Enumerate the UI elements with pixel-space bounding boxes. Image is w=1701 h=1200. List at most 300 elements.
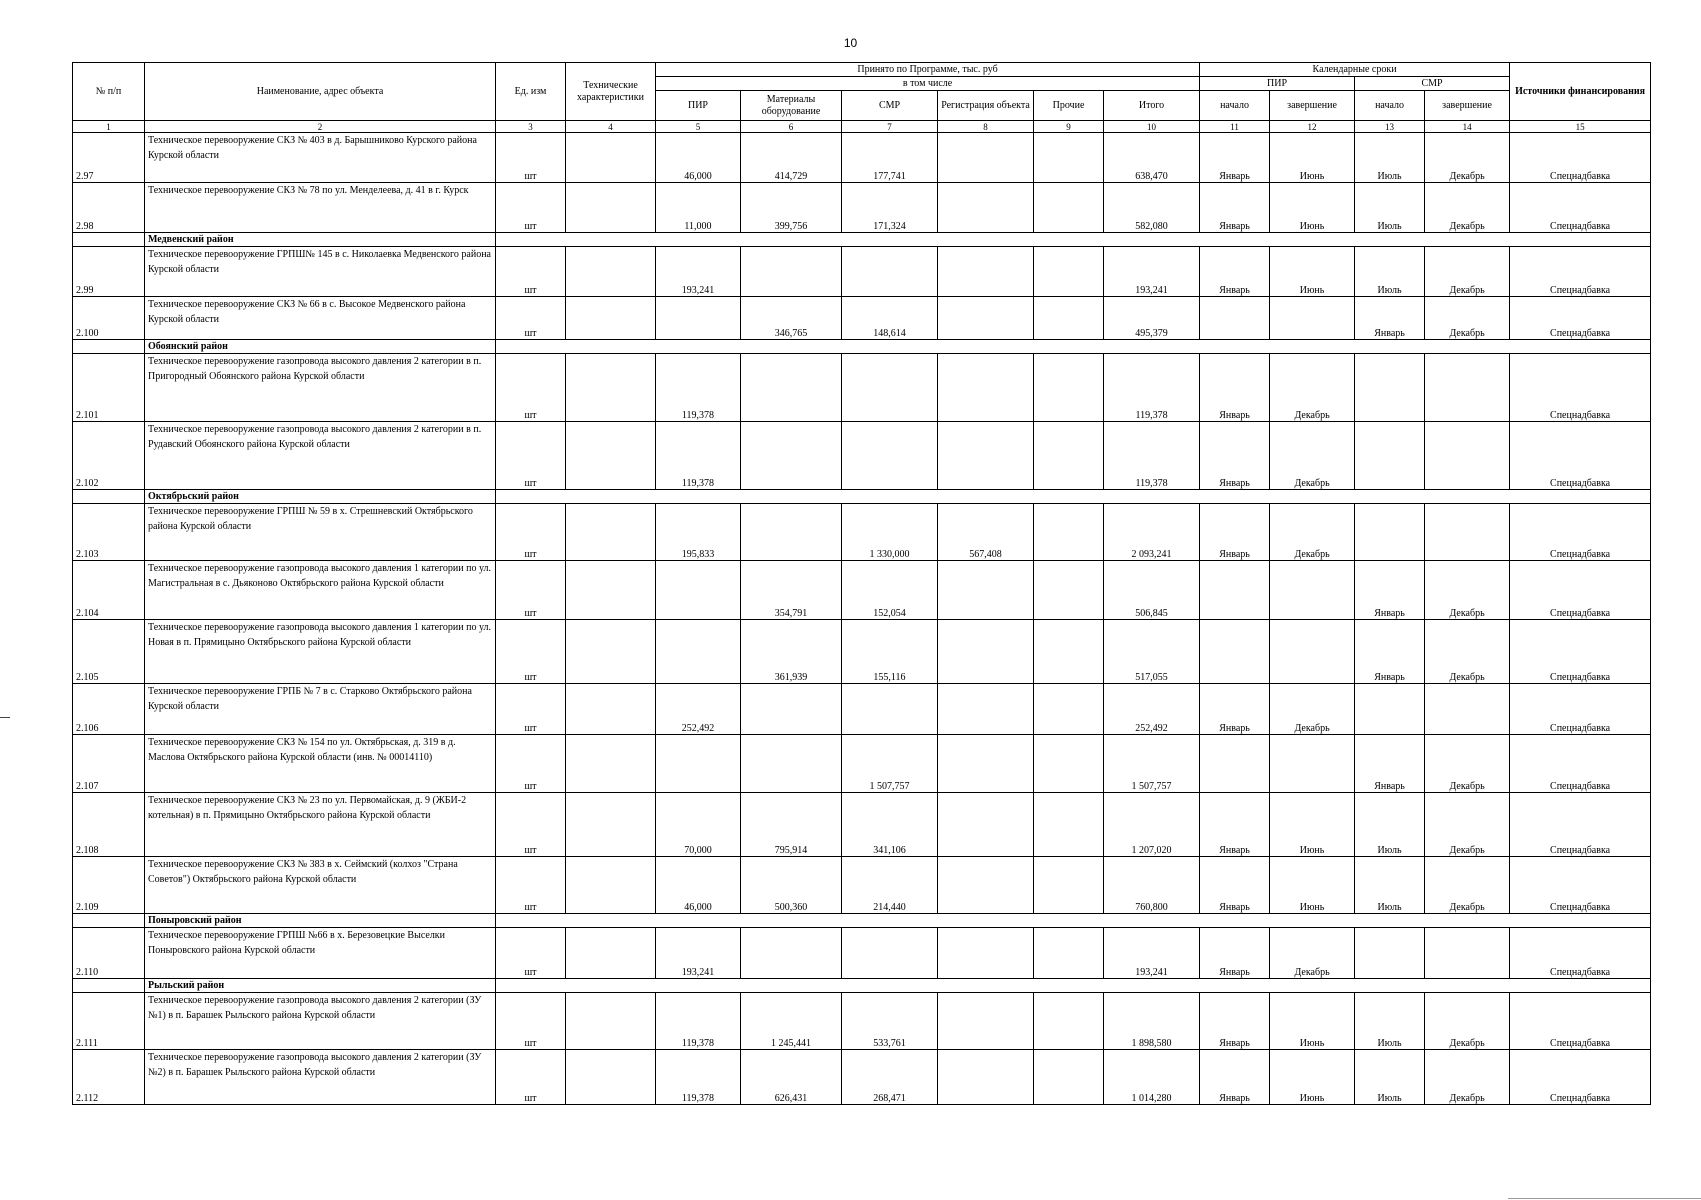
- total-cost: 1 507,757: [1104, 735, 1200, 793]
- materials-cost: [741, 247, 842, 297]
- registration-cost: [938, 133, 1034, 183]
- header-smr-start: начало: [1355, 91, 1425, 121]
- total-cost: 495,379: [1104, 297, 1200, 340]
- unit-cell: шт: [496, 183, 566, 233]
- registration-cost: [938, 247, 1034, 297]
- materials-cost: 500,360: [741, 857, 842, 914]
- pir-end: [1270, 620, 1355, 684]
- pir-cost: 70,000: [656, 793, 741, 857]
- other-cost: [1034, 1050, 1104, 1105]
- tech-cell: [566, 422, 656, 490]
- table-row: [73, 993, 1651, 1050]
- header-cal-pir: ПИР: [1200, 77, 1355, 91]
- unit-cell: шт: [496, 247, 566, 297]
- smr-end: [1425, 354, 1510, 422]
- pir-start: Январь: [1200, 247, 1270, 297]
- materials-cost: [741, 504, 842, 561]
- pir-cost: 11,000: [656, 183, 741, 233]
- page-number: 10: [843, 36, 858, 50]
- total-cost: 1 207,020: [1104, 793, 1200, 857]
- materials-cost: 1 245,441: [741, 993, 842, 1050]
- district-row: [73, 340, 1651, 354]
- smr-start: Июль: [1355, 247, 1425, 297]
- table-row: [73, 620, 1651, 684]
- funding-source: Спецнадбавка: [1510, 993, 1651, 1050]
- smr-start: Июль: [1355, 1050, 1425, 1105]
- row-number: 2.102: [73, 422, 145, 490]
- smr-cost: [842, 684, 938, 735]
- tech-cell: [566, 247, 656, 297]
- smr-cost: 341,106: [842, 793, 938, 857]
- pir-start: Январь: [1200, 354, 1270, 422]
- registration-cost: [938, 561, 1034, 620]
- district-row: [73, 490, 1651, 504]
- header-num: № п/п: [73, 63, 145, 121]
- pir-start: Январь: [1200, 183, 1270, 233]
- column-number: 10: [1104, 121, 1200, 133]
- funding-source: Спецнадбавка: [1510, 620, 1651, 684]
- smr-cost: 214,440: [842, 857, 938, 914]
- other-cost: [1034, 735, 1104, 793]
- unit-cell: шт: [496, 354, 566, 422]
- pir-cost: [656, 735, 741, 793]
- scan-mark-left: [0, 717, 10, 718]
- pir-start: Январь: [1200, 793, 1270, 857]
- other-cost: [1034, 561, 1104, 620]
- unit-cell: шт: [496, 561, 566, 620]
- materials-cost: [741, 422, 842, 490]
- district-empty-cell: [496, 233, 1651, 247]
- header-other: Прочие: [1034, 91, 1104, 121]
- tech-cell: [566, 993, 656, 1050]
- table-row: [73, 133, 1651, 183]
- total-cost: 517,055: [1104, 620, 1200, 684]
- pir-cost: 46,000: [656, 857, 741, 914]
- table-row: [73, 793, 1651, 857]
- materials-cost: 414,729: [741, 133, 842, 183]
- pir-end: Июнь: [1270, 793, 1355, 857]
- smr-cost: [842, 354, 938, 422]
- smr-cost: 152,054: [842, 561, 938, 620]
- object-name: Техническое перевооружение газопровода высокого давления 2 категории (ЗУ №2) в п. Барашек Рыльского района Курской области: [145, 1050, 496, 1105]
- table-row: [73, 504, 1651, 561]
- district-name: Поныровский район: [145, 914, 496, 928]
- unit-cell: шт: [496, 422, 566, 490]
- pir-end: Декабрь: [1270, 928, 1355, 979]
- smr-start: Январь: [1355, 561, 1425, 620]
- smr-end: Декабрь: [1425, 735, 1510, 793]
- table-row: [73, 297, 1651, 340]
- column-number: 8: [938, 121, 1034, 133]
- funding-source: Спецнадбавка: [1510, 297, 1651, 340]
- header-smr-end: завершение: [1425, 91, 1510, 121]
- pir-start: Январь: [1200, 684, 1270, 735]
- column-number: 11: [1200, 121, 1270, 133]
- funding-source: Спецнадбавка: [1510, 422, 1651, 490]
- funding-source: Спецнадбавка: [1510, 247, 1651, 297]
- tech-cell: [566, 928, 656, 979]
- pir-end: Июнь: [1270, 857, 1355, 914]
- registration-cost: [938, 857, 1034, 914]
- district-name: Обоянский район: [145, 340, 496, 354]
- total-cost: 252,492: [1104, 684, 1200, 735]
- tech-cell: [566, 561, 656, 620]
- smr-start: Январь: [1355, 297, 1425, 340]
- row-number: 2.97: [73, 133, 145, 183]
- header-incl: в том числе: [656, 77, 1200, 91]
- pir-end: Июнь: [1270, 183, 1355, 233]
- total-cost: 1 014,280: [1104, 1050, 1200, 1105]
- smr-cost: 171,324: [842, 183, 938, 233]
- table-row: [73, 561, 1651, 620]
- unit-cell: шт: [496, 1050, 566, 1105]
- smr-end: [1425, 422, 1510, 490]
- pir-start: [1200, 620, 1270, 684]
- registration-cost: [938, 620, 1034, 684]
- materials-cost: [741, 354, 842, 422]
- table-row: [73, 183, 1651, 233]
- row-number: 2.98: [73, 183, 145, 233]
- smr-cost: 148,614: [842, 297, 938, 340]
- funding-source: Спецнадбавка: [1510, 183, 1651, 233]
- column-number: 15: [1510, 121, 1651, 133]
- smr-end: Декабрь: [1425, 247, 1510, 297]
- registration-cost: [938, 993, 1034, 1050]
- funding-source: Спецнадбавка: [1510, 504, 1651, 561]
- row-number: 2.99: [73, 247, 145, 297]
- pir-cost: [656, 561, 741, 620]
- smr-cost: [842, 928, 938, 979]
- registration-cost: [938, 684, 1034, 735]
- header-smr: СМР: [842, 91, 938, 121]
- unit-cell: шт: [496, 297, 566, 340]
- smr-cost: [842, 422, 938, 490]
- smr-start: [1355, 422, 1425, 490]
- total-cost: 1 898,580: [1104, 993, 1200, 1050]
- column-number: 2: [145, 121, 496, 133]
- unit-cell: шт: [496, 928, 566, 979]
- total-cost: 119,378: [1104, 422, 1200, 490]
- smr-start: [1355, 504, 1425, 561]
- row-number: 2.109: [73, 857, 145, 914]
- smr-end: [1425, 928, 1510, 979]
- funding-source: Спецнадбавка: [1510, 354, 1651, 422]
- other-cost: [1034, 684, 1104, 735]
- district-empty-cell: [73, 490, 145, 504]
- district-empty-cell: [73, 233, 145, 247]
- pir-start: Январь: [1200, 1050, 1270, 1105]
- unit-cell: шт: [496, 993, 566, 1050]
- district-empty-cell: [496, 340, 1651, 354]
- pir-cost: 119,378: [656, 1050, 741, 1105]
- smr-start: [1355, 928, 1425, 979]
- row-number: 2.100: [73, 297, 145, 340]
- tech-cell: [566, 857, 656, 914]
- other-cost: [1034, 354, 1104, 422]
- program-table: [72, 62, 1651, 1105]
- smr-cost: 533,761: [842, 993, 938, 1050]
- other-cost: [1034, 993, 1104, 1050]
- pir-end: Декабрь: [1270, 684, 1355, 735]
- pir-cost: 119,378: [656, 354, 741, 422]
- object-name: Техническое перевооружение газопровода высокого давления 2 категории в п. Пригородный Обоянского района Курской области: [145, 354, 496, 422]
- district-empty-cell: [496, 914, 1651, 928]
- smr-end: Декабрь: [1425, 793, 1510, 857]
- object-name: Техническое перевооружение СКЗ № 403 в д. Барышниково Курского района Курской области: [145, 133, 496, 183]
- registration-cost: [938, 297, 1034, 340]
- total-cost: 582,080: [1104, 183, 1200, 233]
- table-body: [73, 133, 1651, 1105]
- smr-start: Июль: [1355, 793, 1425, 857]
- total-cost: 638,470: [1104, 133, 1200, 183]
- header-pir-end: завершение: [1270, 91, 1355, 121]
- total-cost: 506,845: [1104, 561, 1200, 620]
- unit-cell: шт: [496, 133, 566, 183]
- total-cost: 760,800: [1104, 857, 1200, 914]
- materials-cost: 361,939: [741, 620, 842, 684]
- object-name: Техническое перевооружение СКЗ № 154 по ул. Октябрьская, д. 319 в д. Маслова Октябрьского района Курской области (инв. № 00014110): [145, 735, 496, 793]
- column-number: 12: [1270, 121, 1355, 133]
- smr-cost: 1 330,000: [842, 504, 938, 561]
- funding-source: Спецнадбавка: [1510, 857, 1651, 914]
- column-numbers-row: [73, 121, 1651, 133]
- tech-cell: [566, 504, 656, 561]
- pir-start: Январь: [1200, 928, 1270, 979]
- row-number: 2.111: [73, 993, 145, 1050]
- funding-source: Спецнадбавка: [1510, 928, 1651, 979]
- header-tech: Технические характеристики: [566, 63, 656, 121]
- funding-source: Спецнадбавка: [1510, 561, 1651, 620]
- smr-start: [1355, 354, 1425, 422]
- pir-end: Июнь: [1270, 247, 1355, 297]
- materials-cost: [741, 928, 842, 979]
- smr-cost: [842, 247, 938, 297]
- header-calendar: Календарные сроки: [1200, 63, 1510, 77]
- other-cost: [1034, 183, 1104, 233]
- smr-end: Декабрь: [1425, 857, 1510, 914]
- other-cost: [1034, 422, 1104, 490]
- district-row: [73, 979, 1651, 993]
- pir-cost: 252,492: [656, 684, 741, 735]
- funding-source: Спецнадбавка: [1510, 133, 1651, 183]
- column-number: 4: [566, 121, 656, 133]
- smr-end: [1425, 684, 1510, 735]
- pir-cost: [656, 297, 741, 340]
- row-number: 2.112: [73, 1050, 145, 1105]
- object-name: Техническое перевооружение ГРПШ№ 145 в с. Николаевка Медвенского района Курской области: [145, 247, 496, 297]
- smr-end: Декабрь: [1425, 297, 1510, 340]
- tech-cell: [566, 297, 656, 340]
- registration-cost: [938, 354, 1034, 422]
- column-number: 7: [842, 121, 938, 133]
- row-number: 2.108: [73, 793, 145, 857]
- district-empty-cell: [496, 490, 1651, 504]
- funding-source: Спецнадбавка: [1510, 793, 1651, 857]
- scan-mark-bottom: [1508, 1198, 1701, 1199]
- total-cost: 193,241: [1104, 247, 1200, 297]
- column-number: 14: [1425, 121, 1510, 133]
- other-cost: [1034, 928, 1104, 979]
- smr-start: Июль: [1355, 993, 1425, 1050]
- pir-start: [1200, 735, 1270, 793]
- pir-end: Декабрь: [1270, 504, 1355, 561]
- object-name: Техническое перевооружение СКЗ № 383 в х. Сеймский (колхоз "Страна Советов") Октябрьского района Курской области: [145, 857, 496, 914]
- pir-end: Декабрь: [1270, 354, 1355, 422]
- pir-start: Январь: [1200, 993, 1270, 1050]
- header-sources: Источники финансирования: [1510, 63, 1651, 121]
- pir-cost: 119,378: [656, 422, 741, 490]
- smr-cost: 1 507,757: [842, 735, 938, 793]
- pir-cost: 119,378: [656, 993, 741, 1050]
- table-row: [73, 857, 1651, 914]
- district-name: Рыльский район: [145, 979, 496, 993]
- smr-end: Декабрь: [1425, 620, 1510, 684]
- column-number: 1: [73, 121, 145, 133]
- pir-start: Январь: [1200, 422, 1270, 490]
- district-empty-cell: [73, 914, 145, 928]
- pir-cost: [656, 620, 741, 684]
- funding-source: Спецнадбавка: [1510, 684, 1651, 735]
- total-cost: 2 093,241: [1104, 504, 1200, 561]
- other-cost: [1034, 297, 1104, 340]
- registration-cost: [938, 1050, 1034, 1105]
- object-name: Техническое перевооружение ГРПШ №66 в х. Березовецкие Выселки Поныровского района Курской области: [145, 928, 496, 979]
- object-name: Техническое перевооружение газопровода высокого давления 2 категории (ЗУ №1) в п. Барашек Рыльского района Курской области: [145, 993, 496, 1050]
- smr-end: Декабрь: [1425, 183, 1510, 233]
- object-name: Техническое перевооружение газопровода высокого давления 1 категории по ул. Магистральная в с. Дьяконово Октябрьского района Курской области: [145, 561, 496, 620]
- header-unit: Ед. изм: [496, 63, 566, 121]
- table-row: [73, 735, 1651, 793]
- smr-end: Декабрь: [1425, 561, 1510, 620]
- header-pir: ПИР: [656, 91, 741, 121]
- object-name: Техническое перевооружение газопровода высокого давления 2 категории в п. Рудавский Обоянского района Курской области: [145, 422, 496, 490]
- row-number: 2.107: [73, 735, 145, 793]
- district-name: Медвенский район: [145, 233, 496, 247]
- unit-cell: шт: [496, 735, 566, 793]
- smr-start: [1355, 684, 1425, 735]
- tech-cell: [566, 620, 656, 684]
- header-registration: Регистрация объекта: [938, 91, 1034, 121]
- pir-end: [1270, 297, 1355, 340]
- materials-cost: 346,765: [741, 297, 842, 340]
- registration-cost: [938, 928, 1034, 979]
- row-number: 2.110: [73, 928, 145, 979]
- pir-end: Июнь: [1270, 1050, 1355, 1105]
- pir-end: Июнь: [1270, 133, 1355, 183]
- table-row: [73, 422, 1651, 490]
- table-row: [73, 1050, 1651, 1105]
- header-name: Наименование, адрес объекта: [145, 63, 496, 121]
- pir-start: [1200, 297, 1270, 340]
- district-row: [73, 914, 1651, 928]
- pir-end: Июнь: [1270, 993, 1355, 1050]
- column-number: 6: [741, 121, 842, 133]
- column-number: 13: [1355, 121, 1425, 133]
- row-number: 2.106: [73, 684, 145, 735]
- column-number: 9: [1034, 121, 1104, 133]
- pir-start: [1200, 561, 1270, 620]
- pir-end: [1270, 735, 1355, 793]
- pir-start: Январь: [1200, 857, 1270, 914]
- table-row: [73, 354, 1651, 422]
- district-empty-cell: [73, 340, 145, 354]
- row-number: 2.104: [73, 561, 145, 620]
- total-cost: 193,241: [1104, 928, 1200, 979]
- tech-cell: [566, 793, 656, 857]
- pir-cost: 46,000: [656, 133, 741, 183]
- smr-start: Июль: [1355, 857, 1425, 914]
- materials-cost: [741, 684, 842, 735]
- pir-end: [1270, 561, 1355, 620]
- other-cost: [1034, 133, 1104, 183]
- materials-cost: 626,431: [741, 1050, 842, 1105]
- row-number: 2.103: [73, 504, 145, 561]
- tech-cell: [566, 183, 656, 233]
- column-number: 5: [656, 121, 741, 133]
- pir-cost: 193,241: [656, 247, 741, 297]
- unit-cell: шт: [496, 684, 566, 735]
- tech-cell: [566, 1050, 656, 1105]
- object-name: Техническое перевооружение ГРПШ № 59 в х. Стрешневский Октябрьского района Курской области: [145, 504, 496, 561]
- unit-cell: шт: [496, 620, 566, 684]
- header-accepted: Принято по Программе, тыс. руб: [656, 63, 1200, 77]
- table-row: [73, 928, 1651, 979]
- pir-start: Январь: [1200, 133, 1270, 183]
- other-cost: [1034, 793, 1104, 857]
- table-row: [73, 247, 1651, 297]
- other-cost: [1034, 620, 1104, 684]
- materials-cost: 354,791: [741, 561, 842, 620]
- materials-cost: 795,914: [741, 793, 842, 857]
- column-number: 3: [496, 121, 566, 133]
- smr-start: Июль: [1355, 133, 1425, 183]
- object-name: Техническое перевооружение СКЗ № 78 по ул. Менделеева, д. 41 в г. Курск: [145, 183, 496, 233]
- pir-cost: 195,833: [656, 504, 741, 561]
- district-empty-cell: [496, 979, 1651, 993]
- other-cost: [1034, 504, 1104, 561]
- smr-start: Январь: [1355, 735, 1425, 793]
- pir-cost: 193,241: [656, 928, 741, 979]
- registration-cost: [938, 422, 1034, 490]
- object-name: Техническое перевооружение СКЗ № 23 по ул. Первомайская, д. 9 (ЖБИ-2 котельная) в п. Прямицыно Октябрьского района Курской области: [145, 793, 496, 857]
- row-number: 2.105: [73, 620, 145, 684]
- smr-cost: 177,741: [842, 133, 938, 183]
- registration-cost: [938, 735, 1034, 793]
- tech-cell: [566, 133, 656, 183]
- materials-cost: 399,756: [741, 183, 842, 233]
- smr-cost: 268,471: [842, 1050, 938, 1105]
- header-cal-smr: СМР: [1355, 77, 1510, 91]
- other-cost: [1034, 247, 1104, 297]
- object-name: Техническое перевооружение ГРПБ № 7 в с. Старково Октябрьского района Курской области: [145, 684, 496, 735]
- materials-cost: [741, 735, 842, 793]
- smr-end: [1425, 504, 1510, 561]
- district-empty-cell: [73, 979, 145, 993]
- smr-end: Декабрь: [1425, 993, 1510, 1050]
- unit-cell: шт: [496, 857, 566, 914]
- funding-source: Спецнадбавка: [1510, 735, 1651, 793]
- total-cost: 119,378: [1104, 354, 1200, 422]
- header-pir-start: начало: [1200, 91, 1270, 121]
- smr-start: Январь: [1355, 620, 1425, 684]
- object-name: Техническое перевооружение СКЗ № 66 в с. Высокое Медвенского района Курской области: [145, 297, 496, 340]
- smr-cost: 155,116: [842, 620, 938, 684]
- unit-cell: шт: [496, 504, 566, 561]
- registration-cost: 567,408: [938, 504, 1034, 561]
- header-total: Итого: [1104, 91, 1200, 121]
- header-materials: Материалы оборудование: [741, 91, 842, 121]
- smr-end: Декабрь: [1425, 133, 1510, 183]
